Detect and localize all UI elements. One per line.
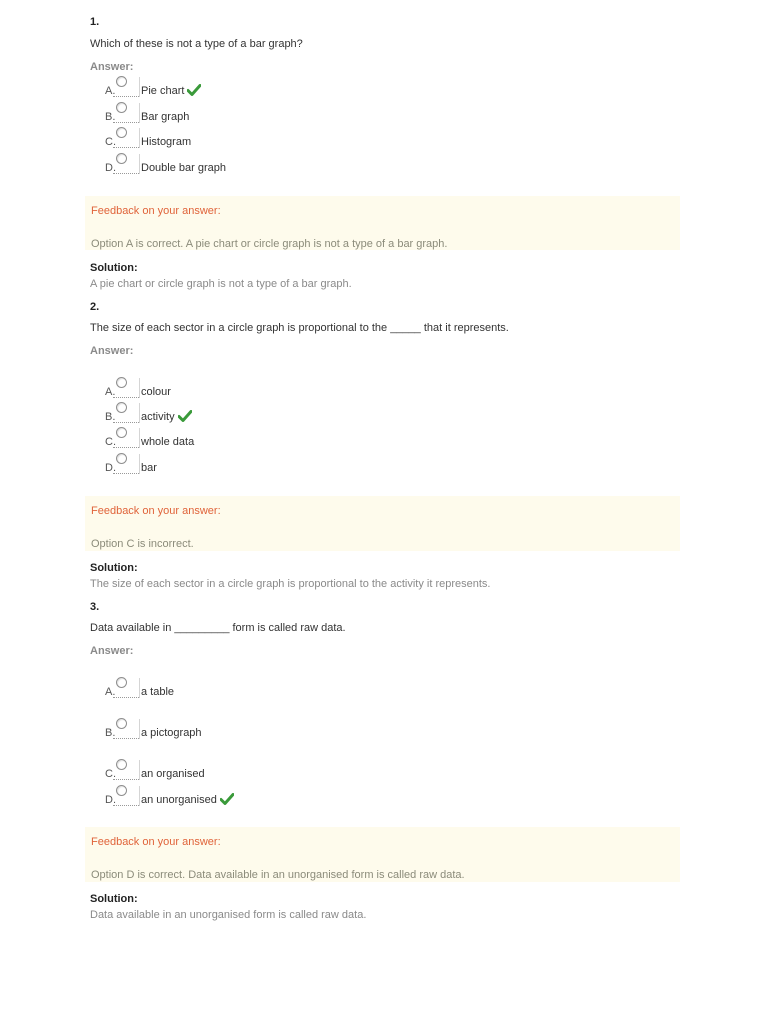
feedback-box <box>85 827 680 882</box>
option-text: colour <box>141 386 171 398</box>
option-text: Histogram <box>141 136 192 148</box>
option-c[interactable] <box>0 428 400 448</box>
feedback-box <box>85 196 680 250</box>
option-b[interactable] <box>0 719 400 739</box>
radio-icon[interactable] <box>116 427 127 438</box>
option-a[interactable] <box>0 678 400 698</box>
solution-label: Solution: <box>90 893 138 905</box>
option-underline <box>113 173 139 174</box>
option-underline <box>113 397 139 398</box>
option-text: an organised <box>141 768 205 780</box>
option-letter: C. <box>105 436 116 448</box>
option-underline <box>113 697 139 698</box>
answer-label: Answer: <box>90 345 134 357</box>
option-b[interactable] <box>0 403 400 423</box>
question-text: Which of these is not a type of a bar graph? <box>90 38 303 50</box>
option-letter: B. <box>105 727 116 739</box>
option-text <box>141 84 201 97</box>
feedback-box <box>85 496 680 551</box>
radio-icon[interactable] <box>116 718 127 729</box>
option-divider <box>139 454 140 474</box>
option-divider <box>139 786 140 806</box>
question-number: 2. <box>90 301 100 313</box>
option-a[interactable] <box>0 77 400 97</box>
option-underline <box>113 96 139 97</box>
feedback-text: Option C is incorrect. <box>91 538 194 550</box>
option-text: Bar graph <box>141 111 190 123</box>
option-text: a pictograph <box>141 727 202 739</box>
option-divider <box>139 428 140 448</box>
feedback-label: Feedback on your answer: <box>91 505 221 517</box>
option-text <box>141 410 192 423</box>
option-d[interactable] <box>0 454 400 474</box>
option-divider <box>139 154 140 174</box>
radio-icon[interactable] <box>116 153 127 164</box>
question-text: The size of each sector in a circle graph is proportional to the _____ that it represents. <box>90 322 509 334</box>
option-label: an unorganised <box>141 794 217 806</box>
feedback-label: Feedback on your answer: <box>91 205 221 217</box>
option-a[interactable] <box>0 378 400 398</box>
option-label: Pie chart <box>141 85 185 97</box>
answer-label: Answer: <box>90 61 134 73</box>
option-letter: A. <box>105 386 116 398</box>
option-underline <box>113 122 139 123</box>
question-text: Data available in _________ form is called raw data. <box>90 622 346 634</box>
solution-text: A pie chart or circle graph is not a type of a bar graph. <box>90 278 352 290</box>
option-c[interactable] <box>0 128 400 148</box>
option-label: activity <box>141 411 175 423</box>
option-underline <box>113 779 139 780</box>
option-underline <box>113 473 139 474</box>
option-letter: D. <box>105 162 116 174</box>
option-divider <box>139 403 140 423</box>
radio-icon[interactable] <box>116 785 127 796</box>
option-text: bar <box>141 462 157 474</box>
option-letter: D. <box>105 462 116 474</box>
checkmark-icon <box>178 410 192 422</box>
option-underline <box>113 738 139 739</box>
option-underline <box>113 422 139 423</box>
question-number: 3. <box>90 601 100 613</box>
question-number: 1. <box>90 16 100 28</box>
option-letter: A. <box>105 686 116 698</box>
solution-text: The size of each sector in a circle graph is proportional to the activity it represents. <box>90 578 491 590</box>
radio-icon[interactable] <box>116 677 127 688</box>
option-text: whole data <box>141 436 195 448</box>
feedback-text: Option D is correct. Data available in an unorganised form is called raw data. <box>91 869 465 881</box>
option-text: Double bar graph <box>141 162 227 174</box>
option-letter: D. <box>105 794 116 806</box>
option-divider <box>139 760 140 780</box>
answer-label: Answer: <box>90 645 134 657</box>
option-divider <box>139 678 140 698</box>
option-divider <box>139 128 140 148</box>
option-divider <box>139 378 140 398</box>
radio-icon[interactable] <box>116 377 127 388</box>
feedback-label: Feedback on your answer: <box>91 836 221 848</box>
option-c[interactable] <box>0 760 400 780</box>
option-text: a table <box>141 686 175 698</box>
option-divider <box>139 103 140 123</box>
option-letter: B. <box>105 111 116 123</box>
option-underline <box>113 805 139 806</box>
option-d[interactable] <box>0 154 400 174</box>
radio-icon[interactable] <box>116 759 127 770</box>
radio-icon[interactable] <box>116 402 127 413</box>
option-divider <box>139 719 140 739</box>
radio-icon[interactable] <box>116 76 127 87</box>
radio-icon[interactable] <box>116 102 127 113</box>
option-b[interactable] <box>0 103 400 123</box>
option-text <box>141 793 234 806</box>
checkmark-icon <box>220 793 234 805</box>
option-letter: B. <box>105 411 116 423</box>
solution-label: Solution: <box>90 562 138 574</box>
option-divider <box>139 77 140 97</box>
checkmark-icon <box>187 84 201 96</box>
radio-icon[interactable] <box>116 127 127 138</box>
option-d[interactable] <box>0 786 400 806</box>
solution-text: Data available in an unorganised form is called raw data. <box>90 909 367 921</box>
solution-label: Solution: <box>90 262 138 274</box>
option-letter: C. <box>105 136 116 148</box>
option-letter: C. <box>105 768 116 780</box>
option-underline <box>113 147 139 148</box>
radio-icon[interactable] <box>116 453 127 464</box>
feedback-text: Option A is correct. A pie chart or circle graph is not a type of a bar graph. <box>91 238 448 250</box>
option-letter: A. <box>105 85 116 97</box>
option-underline <box>113 447 139 448</box>
